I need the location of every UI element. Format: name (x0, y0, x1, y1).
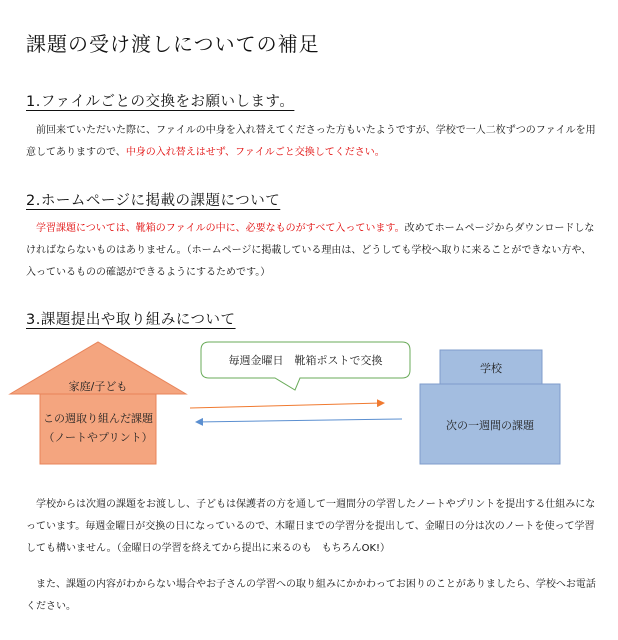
section-1-paragraph (26, 120, 596, 164)
section-2-emphasis: 学習課題については、靴箱のファイルの中に、必要なものがすべて入っています。 (26, 223, 405, 234)
section-1-emphasis: 中身の入れ替えはせず、ファイルごと交換してください。 (125, 147, 385, 158)
arrow-to-home (196, 419, 402, 422)
closing-paragraph-1: 学校からは次週の課題をお渡しし、子どもは保護者の方を通して一週間分の学習したノートやプリントを提出する仕組みになっています。毎週金曜日が交換の日になっているので、木曜日までの学習分を提出して、金曜日の分は次のノートを使って学習しても構いません。（金曜日の学習を終えてから提出に来るのも もちろんOK!） (26, 499, 596, 554)
school-label: 学校 (480, 362, 502, 375)
closing-paragraph-2: また、課題の内容がわからない場合やお子さんの学習への取り組みにかかわってお困りのことがありましたら、学校へお電話ください。 (26, 579, 596, 612)
arrow-to-school (190, 403, 384, 408)
callout-text: 毎週金曜日 靴箱ポストで交換 (228, 354, 383, 367)
section-2-heading: 2.ホームページに掲載の課題について (26, 193, 281, 209)
house-label: 家庭/子ども (68, 380, 128, 393)
school-body-text: 次の一週間の課題 (446, 419, 534, 432)
section-1-text: 前回来ていただいた際に、ファイルの中身を入れ替えてくださった方もいたようですが、学校で一人二枚ずつのファイルを用意してありますので、 (26, 125, 596, 158)
house-body-line1: この週取り組んだ課題 (43, 412, 153, 425)
section-2-paragraph (26, 218, 596, 284)
exchange-diagram (0, 330, 618, 480)
house-body-line2: （ノートやプリント） (43, 431, 153, 444)
section-1-heading: 1.ファイルごとの交換をお願いします。 (26, 94, 295, 110)
section-2-text: 改めてホームページからダウンロードしなければならないものはありません。（ホームページに掲載している理由は、どうしても学校へ取りに来ることができない方や、入っているものの確認ができるようにするためです。） (26, 223, 595, 278)
section-3-heading: 3.課題提出や取り組みについて (26, 312, 236, 328)
page-title: 課題の受け渡しについての補足 (26, 32, 320, 56)
